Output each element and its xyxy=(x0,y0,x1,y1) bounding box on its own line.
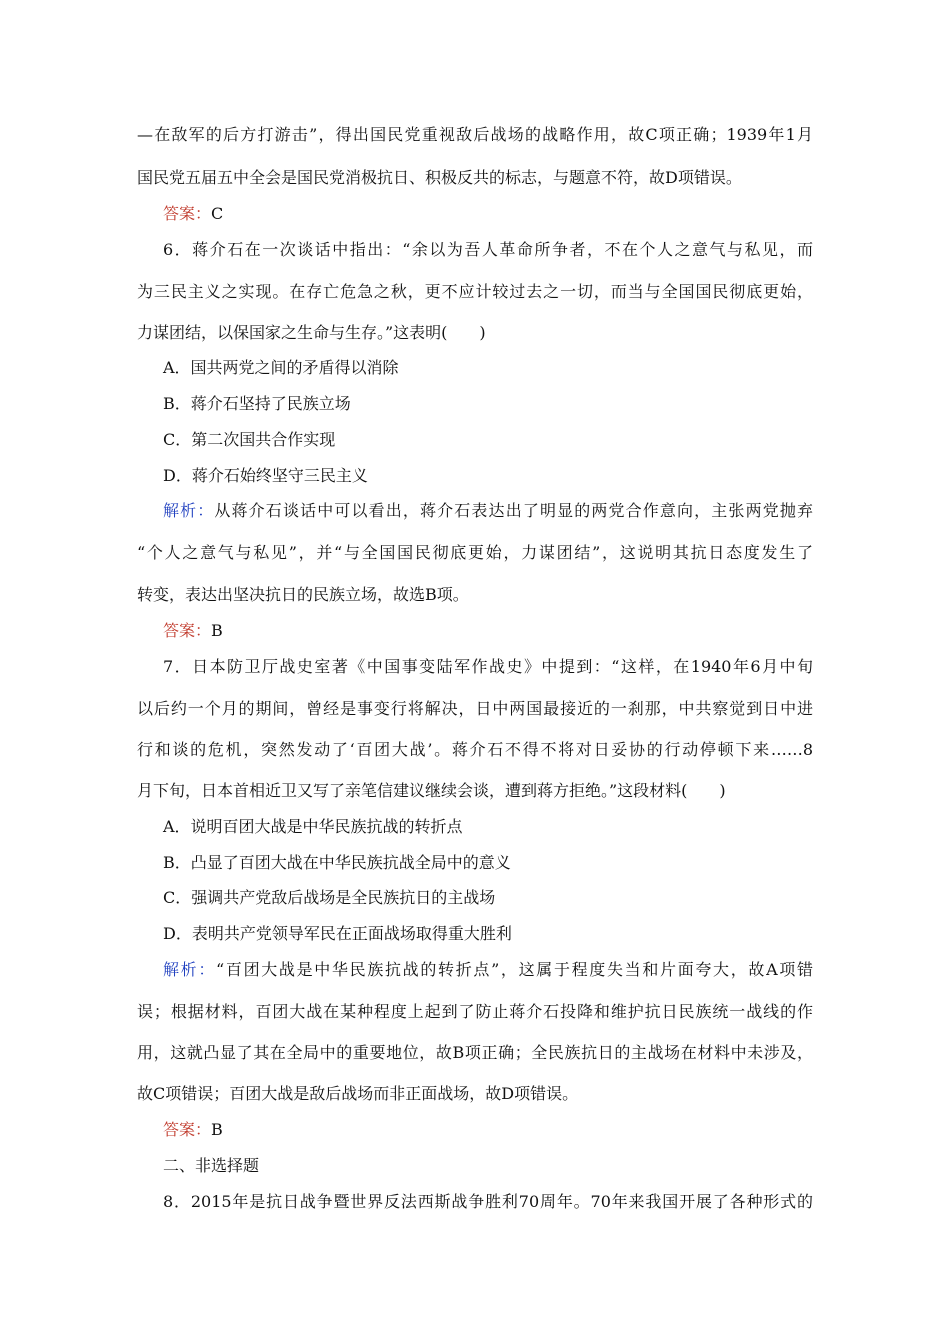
q7-explanation-line: 误；根据材料，百团大战在某种程度上起到了防止蒋介石投降和维护抗日民族统一战线的作 xyxy=(137,1002,813,1021)
answer-value: B xyxy=(211,621,223,640)
q7-answer xyxy=(163,1119,223,1141)
q5-explanation-line: —在敌军的后方打游击”，得出国民党重视敌后战场的战略作用，故C项正确；1939年1月 xyxy=(137,125,813,144)
q6-explanation-line: 转变，表达出坚决抗日的民族立场，故选B项。 xyxy=(137,585,469,604)
explanation-text: 从蒋介石谈话中可以看出，蒋介石表达出了明显的两党合作意向，主张两党抛弃 xyxy=(214,501,813,520)
q6-explanation-line: “个人之意气与私见”，并“与全国国民彻底更始，力谋团结”，这说明其抗日态度发生了 xyxy=(137,543,813,562)
q6-option-a: A．国共两党之间的矛盾得以消除 xyxy=(163,358,399,377)
q6-stem-line: 6．蒋介石在一次谈话中指出：“余以为吾人革命所争者，不在个人之意气与私见，而 xyxy=(163,240,813,259)
q7-explanation-line xyxy=(163,959,813,981)
answer-label: 答案： xyxy=(163,1120,212,1139)
q8-stem-line: 8．2015年是抗日战争暨世界反法西斯战争胜利70周年。70年来我国开展了各种形式的 xyxy=(163,1192,813,1211)
answer-value: C xyxy=(211,204,224,223)
q6-answer xyxy=(163,620,223,642)
section-heading: 二、非选择题 xyxy=(163,1156,260,1175)
answer-value: B xyxy=(211,1120,223,1139)
q5-explanation-line: 国民党五届五中全会是国民党消极抗日、积极反共的标志，与题意不符，故D项错误。 xyxy=(137,168,742,187)
q6-stem-line: 力谋团结，以保国家之生命与生存。”这表明( ) xyxy=(137,323,486,342)
q6-stem-line: 为三民主义之实现。在存亡危急之秋，更不应计较过去之一切，而当与全国国民彻底更始， xyxy=(137,282,813,301)
q6-explanation-line xyxy=(163,500,813,522)
q7-explanation-line: 用，这就凸显了其在全局中的重要地位，故B项正确；全民族抗日的主战场在材料中未涉及， xyxy=(137,1043,813,1062)
q7-option-d: D．表明共产党领导军民在正面战场取得重大胜利 xyxy=(163,924,512,943)
q7-option-b: B．凸显了百团大战在中华民族抗战全局中的意义 xyxy=(163,853,511,872)
explanation-label: 解析： xyxy=(163,960,217,979)
q7-stem-line: 月下旬，日本首相近卫又写了亲笔信建议继续会谈，遭到蒋方拒绝。”这段材料( ) xyxy=(137,781,726,800)
q7-stem-line: 7．日本防卫厅战史室著《中国事变陆军作战史》中提到：“这样，在1940年6月中旬 xyxy=(163,657,813,676)
q7-option-a: A．说明百团大战是中华民族抗战的转折点 xyxy=(163,817,463,836)
answer-label: 答案： xyxy=(163,621,212,640)
q5-answer xyxy=(163,203,223,225)
q7-stem-line: 行和谈的危机，突然发动了‘百团大战’。蒋介石不得不将对日妥协的行动停顿下来……8 xyxy=(137,740,813,759)
q6-option-d: D．蒋介石始终坚守三民主义 xyxy=(163,466,368,485)
explanation-text: “百团大战是中华民族抗战的转折点”，这属于程度失当和片面夸大，故A项错 xyxy=(216,960,813,979)
q7-explanation-line: 故C项错误；百团大战是敌后战场而非正面战场，故D项错误。 xyxy=(137,1084,579,1103)
q6-option-b: B．蒋介石坚持了民族立场 xyxy=(163,394,351,413)
answer-label: 答案： xyxy=(163,204,212,223)
q7-option-c: C．强调共产党敌后战场是全民族抗日的主战场 xyxy=(163,888,496,907)
explanation-label: 解析： xyxy=(163,501,215,520)
q7-stem-line: 以后约一个月的期间，曾经是事变行将解决，日中两国最接近的一刹那，中共察觉到日中进 xyxy=(137,699,813,718)
q6-option-c: C．第二次国共合作实现 xyxy=(163,430,336,449)
